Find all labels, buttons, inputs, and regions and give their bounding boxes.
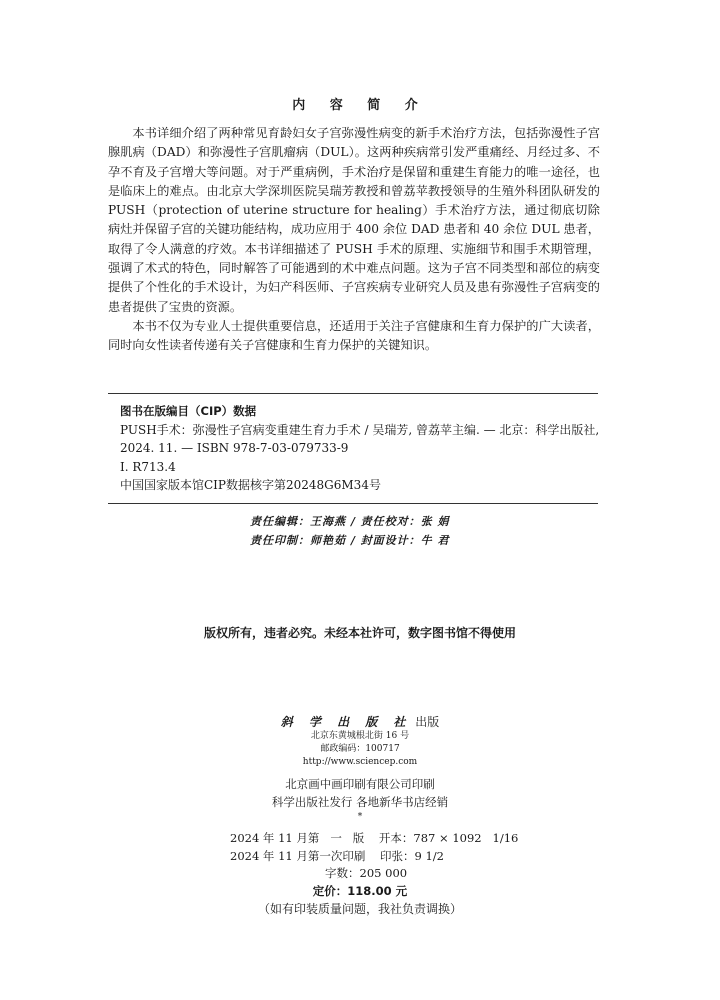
publisher-suffix: 出版	[415, 715, 440, 729]
separator-star: *	[357, 812, 363, 822]
cip-top-rule	[108, 393, 598, 394]
cip-line-2: 2024. 11. — ISBN 978-7-03-079733-9	[120, 441, 349, 455]
printer-line: 北京画中画印刷有限公司印刷	[285, 777, 435, 791]
distribution-line: 科学出版社发行 各地新华书店经销	[271, 794, 449, 809]
editors-block	[250, 512, 450, 550]
impression-line: 2024 年 11 月第一次印刷 印张：9 1/2	[230, 848, 444, 863]
cip-line-3: Ⅰ. R713.4	[120, 459, 176, 474]
printing-block	[0, 776, 720, 823]
cip-block	[120, 402, 600, 495]
specs-block	[230, 830, 518, 883]
publisher-address: 北京东黄城根北街 16 号	[310, 731, 410, 741]
copyright-notice: 版权所有，违者必究。未经本社许可，数字图书馆不得使用	[203, 626, 516, 640]
intro-text	[108, 124, 600, 356]
price-label: 定价：118.00 元	[312, 884, 408, 898]
edition-line: 2024 年 11 月第 一 版 开本：787 × 1092 1/16	[230, 831, 519, 845]
publisher-block	[0, 714, 720, 769]
cip-line-1: PUSH手术：弥漫性子宫病变重建生育力手术 / 吴瑞芳, 曾荔苹主编. — 北京：科学出版社,	[120, 422, 600, 437]
intro-paragraph-1: 本书详细介绍了两种常见育龄妇女子宫弥漫性病变的新手术治疗方法，包括弥漫性子宫腺肌病（DAD）和弥漫性子宫肌瘤病（DUL）。这两种疾病常引发严重痛经、月经过多、不孕不育及子宫增大等问题。对于严重病例，手术治疗是保留和重建生育能力的唯一途径，也是临床上的难点。由北京大学深圳医院吴瑞芳教授和曾荔苹教授领导的生殖外科团队研发的 PUSH（protection of uterine structure for healing）手术治疗方法，通过彻底切除病灶并保留子宫的关键功能结构，成功应用于 400 余位 DAD 患者和 40 余位 DUL 患者，取得了令人满意的疗效。本书详细描述了 PUSH 手术的原理、实施细节和围手术期管理，强调了术式的特色，同时解答了可能遇到的术中难点问题。这为子宫不同类型和部位的病变提供了个性化的手术设计，为妇产科医师、子宫疾病专业研究人员及患有弥漫性子宫病变的患者提供了宝贵的资源。	[108, 126, 600, 314]
cip-line-4: 中国国家版本馆CIP数据核字第20248G6M34号	[120, 478, 381, 492]
publisher-name-line	[0, 714, 720, 730]
cip-heading: 图书在版编目（CIP）数据	[120, 404, 257, 418]
editors-line-1: 责任编辑：王海燕 / 责任校对：张 娟	[250, 515, 450, 528]
cip-bottom-rule	[108, 503, 598, 504]
word-count-line: 字数：205 000	[230, 866, 408, 880]
publisher-url: http://www.sciencep.com	[302, 757, 418, 767]
publisher-name: 斜 学 出 版 社	[280, 715, 412, 729]
quality-note: （如有印装质量问题，我社负责调换）	[257, 902, 462, 916]
publisher-postcode: 邮政编码：100717	[320, 744, 400, 754]
intro-title: 内 容 简 介	[292, 98, 428, 113]
price-block	[0, 882, 720, 918]
editors-line-2: 责任印制：师艳茹 / 封面设计：牛 君	[250, 534, 450, 547]
intro-paragraph-2: 本书不仅为专业人士提供重要信息，还适用于关注子宫健康和生育力保护的广大读者，同时向女性读者传递有关子宫健康和生育力保护的关键知识。	[108, 318, 600, 353]
